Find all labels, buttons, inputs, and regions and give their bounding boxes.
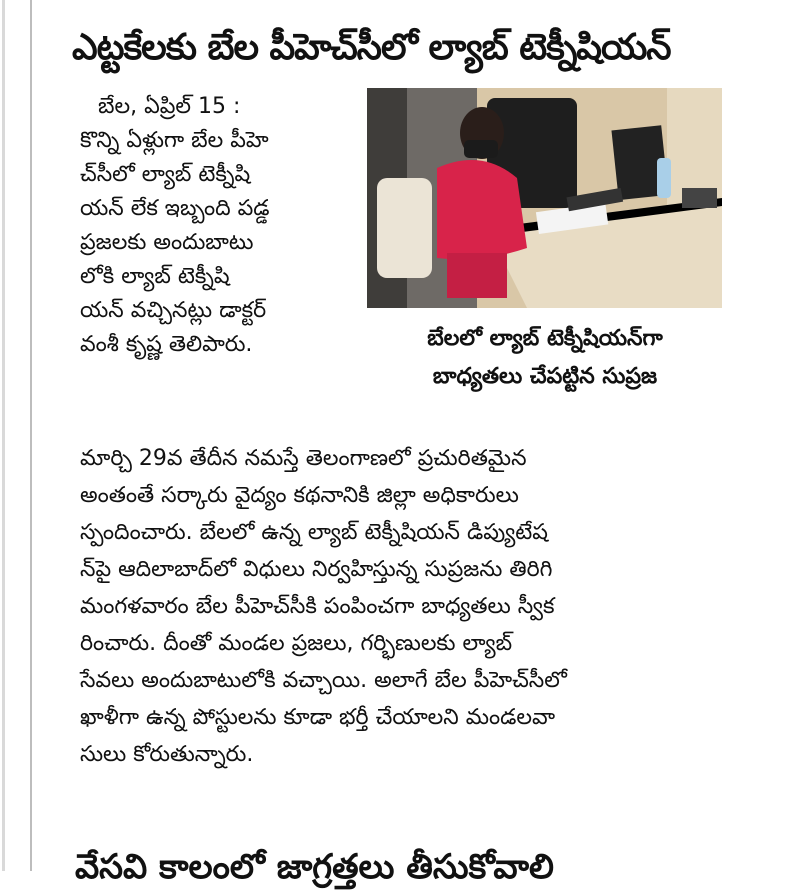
body-line: రించారు. దీంతో మండల ప్రజలు, గర్భిణులకు ల్యాబ్: [80, 631, 513, 656]
body-line: న్‌పై ఆదిలాబాద్‌లో విధులు నిర్వహిస్తున్న సుప్రజను తిరిగి: [80, 557, 553, 582]
caption-line: బేలలో ల్యాబ్ టెక్నీషియన్‌గా: [427, 326, 663, 351]
body-line: మార్చి 29వ తేదీన నమస్తే తెలంగాణలో ప్రచురితమైన: [80, 446, 527, 471]
intro-line: యన్ లేక ఇబ్బంది పడ్డ: [80, 196, 270, 221]
intro-line: కొన్ని ఏళ్లుగా బేల పీహె: [80, 128, 269, 153]
intro-line: లోకి ల్యాబ్ టెక్నీషి: [80, 264, 230, 289]
article-photo: [367, 88, 722, 308]
body-line: సేవలు అందుబాటులోకి వచ్చాయి. అలాగే బేల పీహెచ్‌సీలో: [80, 668, 567, 693]
caption-line: బాధ్యతలు చేపట్టిన సుప్రజ: [432, 364, 658, 389]
intro-line: ప్రజలకు అందుబాటు: [80, 230, 254, 255]
body-line: ఖాళీగా ఉన్న పోస్టులను కూడా భర్తీ చేయాలని మండలవా: [80, 705, 556, 730]
photo-caption: [370, 320, 720, 396]
body-line: సులు కోరుతున్నారు.: [80, 742, 254, 767]
body-line: మంగళవారం బేల పీహెచ్‌సీకి పంపించగా బాధ్యతలు స్వీక: [80, 594, 555, 619]
intro-line: వంశీ కృష్ణ తెలిపారు.: [80, 332, 253, 357]
column-rule: [30, 0, 32, 871]
article-intro-column: [80, 90, 350, 362]
body-line: అంతంతే సర్కారు వైద్యం కథనానికి జిల్లా అధికారులు: [80, 483, 519, 508]
intro-line: యన్ వచ్చినట్లు డాక్టర్: [80, 298, 267, 323]
left-edge-shadow: [2, 0, 5, 871]
next-article-headline: వేసవి కాలంలో జాగ్రత్తలు తీసుకోవాలి: [75, 847, 554, 887]
article-headline: ఎట్టకేలకు బేల పీహెచ్‌సీలో ల్యాబ్ టెక్నీషియన్: [72, 27, 671, 68]
article-body: [80, 440, 730, 773]
dateline: బేల, ఏప్రిల్ 15 :: [98, 94, 241, 119]
intro-line: చ్‌సీలో ల్యాబ్ టెక్నీషి: [80, 162, 251, 187]
body-line: స్పందించారు. బేలలో ఉన్న ల్యాబ్ టెక్నీషియన్ డిప్యుటేష: [80, 520, 548, 545]
lab-technician-photo: [367, 88, 722, 308]
